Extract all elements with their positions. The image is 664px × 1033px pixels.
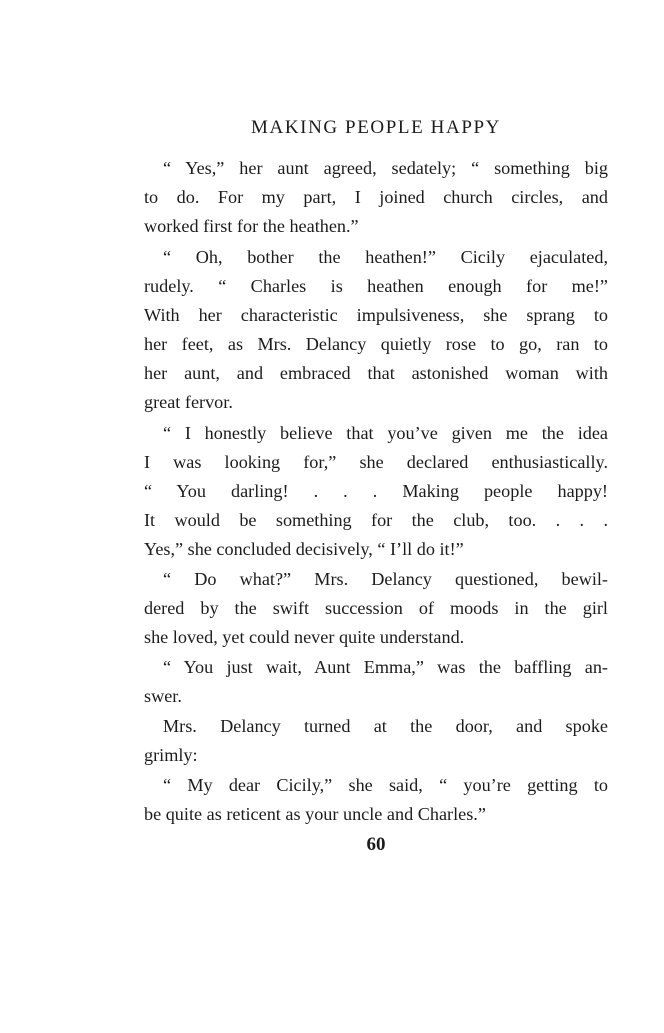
- text-line: Yes,” she concluded decisively, “ I’ll do it!”: [144, 539, 464, 559]
- text-line: With her characteristic impulsiveness, she sprang to: [144, 305, 608, 325]
- text-line: “ You just wait, Aunt Emma,” was the baffling an-: [163, 657, 608, 677]
- text-line: her feet, as Mrs. Delancy quietly rose to go, ran to: [144, 334, 608, 354]
- text-line: It would be something for the club, too. . . .: [144, 510, 608, 530]
- text-line: grimly:: [144, 745, 198, 765]
- text-line: “ Oh, bother the heathen!” Cicily ejaculated,: [163, 247, 608, 267]
- text-line: rudely. “ Charles is heathen enough for me!”: [144, 276, 608, 296]
- text-line: her aunt, and embraced that astonished woman with: [144, 363, 608, 383]
- text-line: “ Yes,” her aunt agreed, sedately; “ something big: [163, 158, 608, 178]
- text-line: “ Do what?” Mrs. Delancy questioned, bewil-: [163, 569, 608, 589]
- text-line: “ My dear Cicily,” she said, “ you’re getting to: [163, 775, 608, 795]
- text-line: “ You darling! . . . Making people happy!: [144, 481, 608, 501]
- text-line: Mrs. Delancy turned at the door, and spoke: [163, 716, 608, 736]
- text-line: great fervor.: [144, 392, 233, 412]
- text-line: worked first for the heathen.”: [144, 216, 359, 236]
- running-head: MAKING PEOPLE HAPPY: [251, 117, 501, 138]
- text-line: to do. For my part, I joined church circles, and: [144, 187, 608, 207]
- text-line: she loved, yet could never quite understand.: [144, 627, 465, 647]
- text-line: be quite as reticent as your uncle and Charles.”: [144, 804, 486, 824]
- text-line: I was looking for,” she declared enthusiastically.: [144, 452, 608, 472]
- text-line: dered by the swift succession of moods in the girl: [144, 598, 608, 618]
- text-line: swer.: [144, 686, 182, 706]
- page-number: 60: [366, 834, 386, 855]
- text-line: “ I honestly believe that you’ve given me the idea: [163, 423, 608, 443]
